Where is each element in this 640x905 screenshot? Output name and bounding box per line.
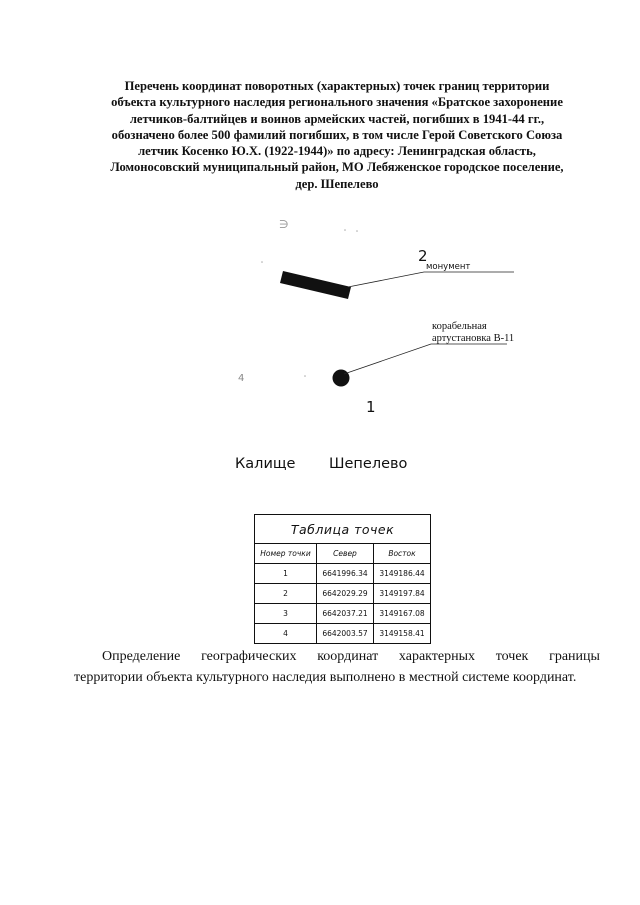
table-caption: Таблица точек [255, 515, 431, 544]
title-line: летчик Косенко Ю.Х. (1922-1944)» по адресу: Ленинградская область, [138, 144, 536, 159]
table-cell: 3 [255, 604, 317, 624]
scan-speck [304, 375, 306, 377]
note-word: границы [549, 649, 600, 664]
table-row [255, 564, 431, 584]
column-header: Север [317, 544, 374, 564]
note-word: координат [317, 649, 379, 664]
artillery-label [432, 321, 514, 345]
table-cell: 3149158.41 [374, 624, 431, 644]
site-scheme [0, 200, 640, 410]
column-header: Номер точки [255, 544, 317, 564]
points-table [254, 514, 431, 644]
document-title [72, 78, 602, 192]
table-cell: 4 [255, 624, 317, 644]
artillery-label-line: артустановка В-11 [432, 333, 515, 344]
note-word: характерных [398, 649, 476, 664]
column-header: Восток [374, 544, 431, 564]
table-row [255, 584, 431, 604]
table-header-row [255, 544, 431, 564]
table-row [255, 624, 431, 644]
table-cell: 3149167.08 [374, 604, 431, 624]
note-word: географических [201, 649, 297, 664]
coordinate-system-note [74, 646, 600, 688]
table-cell: 6642003.57 [317, 624, 374, 644]
table-cell: 3149197.84 [374, 584, 431, 604]
monument-label: монумент [426, 262, 471, 272]
point-1-label: 1 [366, 398, 376, 416]
scan-speck [344, 229, 346, 231]
point-2-label: 2 [418, 247, 428, 265]
title-line: Перечень координат поворотных (характерных) точек границ территории [124, 79, 550, 93]
scan-speck [356, 230, 358, 232]
note-line [74, 646, 600, 667]
table-cell: 2 [255, 584, 317, 604]
artillery-label-line: корабельная [432, 321, 487, 332]
title-line: Ломоносовский муниципальный район, МО Лебяженское городское поселение, [110, 160, 564, 175]
table-cell: 6642037.21 [317, 604, 374, 624]
table-cell: 3149186.44 [374, 564, 431, 584]
scan-speck: ∋ [279, 218, 289, 231]
title-line: обозначено более 500 фамилий погибших, в том числе Герой Советского Союза [111, 127, 563, 142]
note-line: территории объекта культурного наследия выполнено в местной системе координат. [74, 670, 577, 685]
monument-leader-line [348, 272, 514, 287]
scan-speck: 4 [238, 373, 245, 384]
artillery-mount-marker [333, 370, 350, 387]
place-name-left: Калище [235, 456, 296, 472]
artillery-leader-line [344, 344, 507, 374]
title-line: летчиков-балтийцев и воинов армейских частей, погибших в 1941-44 гг., [129, 111, 545, 126]
note-word: точек [495, 649, 529, 664]
note-word: Определение [102, 649, 181, 664]
scan-speck [261, 261, 263, 263]
table-cell: 6641996.34 [317, 564, 374, 584]
monument-shape [280, 271, 351, 299]
table-cell: 1 [255, 564, 317, 584]
table-row [255, 604, 431, 624]
place-name-right: Шепелево [329, 456, 408, 472]
title-line: объекта культурного наследия регионального значения «Братское захоронение [111, 95, 563, 110]
title-line: дер. Шепелево [295, 176, 379, 191]
table-cell: 6642029.29 [317, 584, 374, 604]
